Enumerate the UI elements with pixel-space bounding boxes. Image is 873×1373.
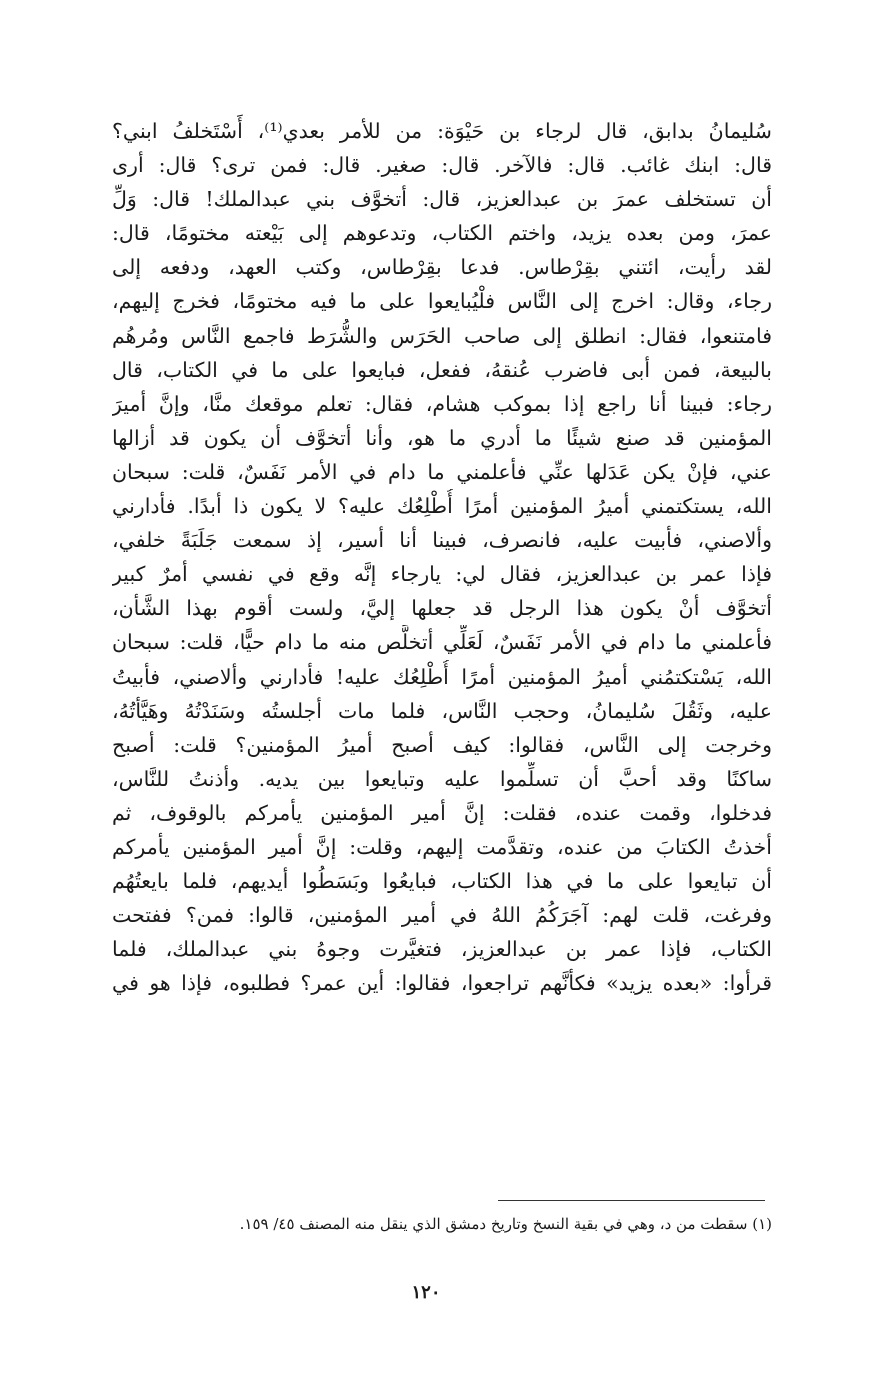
text-line: أن تبايعوا على ما في هذا الكتاب، فبايعُوا وبَسَطُوا أيديهم، فلما بايعتُهُم bbox=[112, 869, 772, 894]
text-line: أتخوَّف أنْ يكون هذا الرجل قد جعلها إليَّ، ولست أقوم بهذا الشَّأن، bbox=[112, 596, 772, 621]
text-line: رجاء، وقال: اخرج إلى النَّاس فلْيُبايعوا على ما فيه مختومًا، فخرج إليهم، bbox=[112, 289, 772, 314]
text-line: قرأوا: «بعده يزيد» فكأنَّهم تراجعوا، فقالوا: أين عمر؟ فطلبوه، فإذا هو في bbox=[112, 971, 772, 996]
text-line: فأعلمني ما دام في الأمر نَفَسٌ، لَعَلِّي أتخلَّص منه ما دام حيًّا، قلت: سبحان bbox=[112, 630, 772, 655]
text-line: عليه، وثَقُلَ سُليمانُ، وحجب النَّاس، فلما مات أجلستُه وسَنَدْتُهُ وهَيَّأتُهُ، bbox=[112, 698, 772, 723]
text-line: أن تستخلف عمرَ بن عبدالعزيز، قال: أتخوَّف بني عبدالملك! قال: وَلِّ bbox=[112, 187, 772, 212]
text-line: الكتاب، فإذا عمر بن عبدالعزيز، فتغيَّرت وجوهُ بني عبدالملك، فلما bbox=[112, 937, 772, 962]
text-line: فامتنعوا، فقال: انطلق إلى صاحب الحَرَس والشُّرَط فاجمع النَّاس ومُرهُم bbox=[112, 323, 772, 348]
text-line: فإذا عمر بن عبدالعزيز، فقال لي: يارجاء إنَّه وقع في نفسي أمرٌ كبير bbox=[112, 562, 772, 587]
text-line: الله، يستكتمني أميرُ المؤمنين أمرًا أُطْلِعُك عليه؟ لا يكون ذا أبدًا. فأدارني bbox=[112, 494, 772, 519]
text-line: وألاصني، فأبيت عليه، فانصرف، فبينا أنا أسير، إذ سمعت جَلَبَةً خلفي، bbox=[112, 528, 772, 553]
text-line: أخذتُ الكتابَ من عنده، وتقدَّمت إليهم، وقلت: إنَّ أمير المؤمنين يأمركم bbox=[112, 834, 772, 859]
text-line: بالبيعة، فمن أبى فاضرب عُنقهُ، ففعل، فبايعوا على ما في الكتاب، قال bbox=[112, 357, 772, 382]
text-line: سُليمانُ بدابق، قال لرجاء بن حَيْوَة: من للأمر بعدي⁽¹⁾، أَسْتَخلفُ ابني؟ bbox=[112, 119, 772, 143]
text-line: الله، يَسْتكتمُني أميرُ المؤمنين أمرًا أُطْلِعُك عليه! فأدارني وألاصني، فأبيتُ bbox=[112, 664, 772, 689]
text-line: عمرَ، ومن بعده يزيد، واختم الكتاب، وتدعوهم إلى بَيْعته مختومًا، قال: bbox=[112, 221, 772, 246]
text-line: المؤمنين قد صنع شيئًا ما أدري ما هو، وأنا أتخوَّف أن يكون قد أزالها bbox=[112, 425, 772, 450]
text-line: رجاء: فبينا أنا راجع إذا بموكب هشام، فقال: تعلم موقعك منَّا، وإنَّ أميرَ bbox=[112, 391, 772, 416]
text-line: فدخلوا، وقمت عنده، فقلت: إنَّ أمير المؤمنين يأمركم بالوقوف، ثم bbox=[112, 800, 772, 825]
page-number: ١٢٠ bbox=[411, 1282, 441, 1303]
footnote-separator bbox=[498, 1200, 765, 1201]
main-text-block bbox=[112, 114, 772, 1000]
text-line: عني، فإنْ يكن عَدَلها عنِّي فأعلمني ما دام في الأمر نَفَسٌ، قلت: سبحان bbox=[112, 459, 772, 484]
text-line: وخرجت إلى النَّاس، فقالوا: كيف أصبح أميرُ المؤمنين؟ قلت: أصبح bbox=[112, 732, 772, 757]
text-line: ساكنًا وقد أحبَّ أن تسلِّموا عليه وتبايعوا بين يديه. وأذنتُ للنَّاس، bbox=[112, 766, 772, 791]
text-line: وفرغت، قلت لهم: آجَرَكُمُ اللهُ في أمير المؤمنين، قالوا: فمن؟ ففتحت bbox=[112, 903, 772, 928]
text-line: قال: ابنك غائب. قال: فالآخر. قال: صغير. قال: فمن ترى؟ قال: أرى bbox=[112, 153, 772, 178]
footnote: (١) سقطت من د، وهي في بقية النسخ وتاريخ دمشق الذي ينقل منه المصنف ٤٥/ ١٥٩. bbox=[239, 1215, 772, 1233]
text-line: لقد رأيت، ائتني بقِرْطاس. فدعا بقِرْطاس، وكتب العهد، ودفعه إلى bbox=[112, 255, 772, 280]
